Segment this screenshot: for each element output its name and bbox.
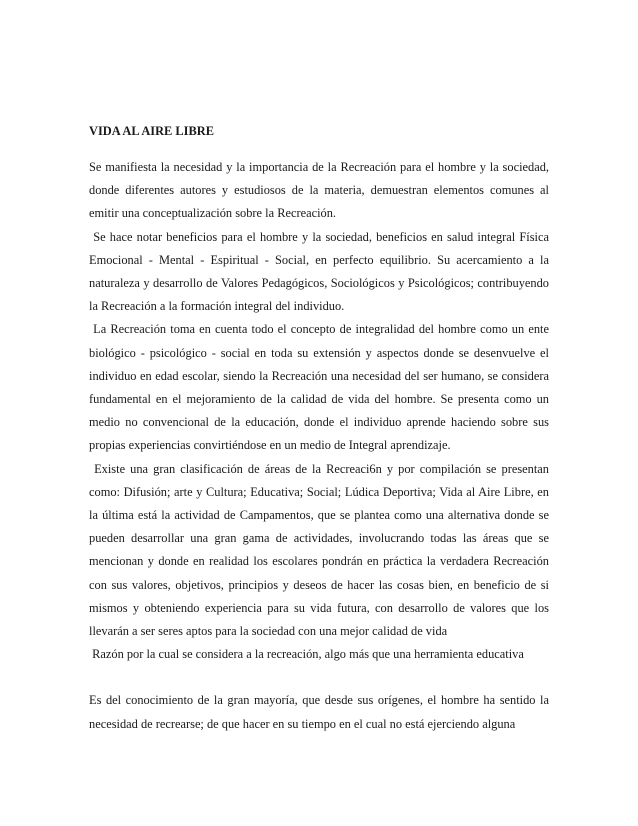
paragraph-spacer [89,666,549,689]
document-body [89,120,553,736]
paragraph-benefits: Se hace notar beneficios para el hombre y la sociedad, beneficios en salud integral Física Emocional - Mental - Espiritual - Social, en perfecto equilibrio. Su acercamiento a la naturaleza y desarrollo de Valores Pedagógicos, Sociológicos y Psicológicos; contribuyendo la Recreación a la formación integral del individuo. [89,229,553,314]
document-title: VIDA AL AIRE LIBRE [89,124,214,138]
paragraph-classification: Existe una gran clasificación de áreas de la Recreaci6n y por compilación se presentan como: Difusión; arte y Cultura; Educativa; Social; Lúdica Deportiva; Vida al Aire Libre, en la última está la actividad de Campamentos, que se plantea como una alternativa donde se pueden desarrollar una gran gama de actividades, involucrando todas las áreas que se mencionan y donde en realidad los escolares pondrán en práctica la verdadera Recreación con sus valores, objetivos, principios y deseos de hacer las cosas bien, en beneficio de si mismos y obteniendo experiencia para su vida futura, con desarrollo de valores que los llevarán a ser seres aptos para la sociedad con una mejor calidad de vida [89,461,553,639]
paragraph-closing: Es del conocimiento de la gran mayoría, que desde sus orígenes, el hombre ha sentido la necesidad de recrearse; de que hacer en su tiempo en el cual no está ejerciendo alguna [89,693,549,731]
paragraph-integrality: La Recreación toma en cuenta todo el concepto de integralidad del hombre como un ente biológico - psicológico - social en toda su extensión y aspectos donde se desenvuelve el individuo en edad escolar, siendo la Recreación una necesidad del ser humano, se considera fundamental en el mejoramiento de la calidad de vida del hombre. Se presenta como un medio no convencional de la educación, donde el individuo aprende haciendo sobre sus propias experiencias convirtiéndose en un medio de Integral aprendizaje. [89,322,553,453]
paragraph-intro: Se manifiesta la necesidad y la importancia de la Recreación para el hombre y la sociedad, donde diferentes autores y estudiosos de la materia, demuestran elementos comunes al emitir una conceptualización sobre la Recreación. [89,160,549,221]
paragraph-reason: Razón por la cual se considera a la recreación, algo más que una herramienta educativa [89,647,524,662]
